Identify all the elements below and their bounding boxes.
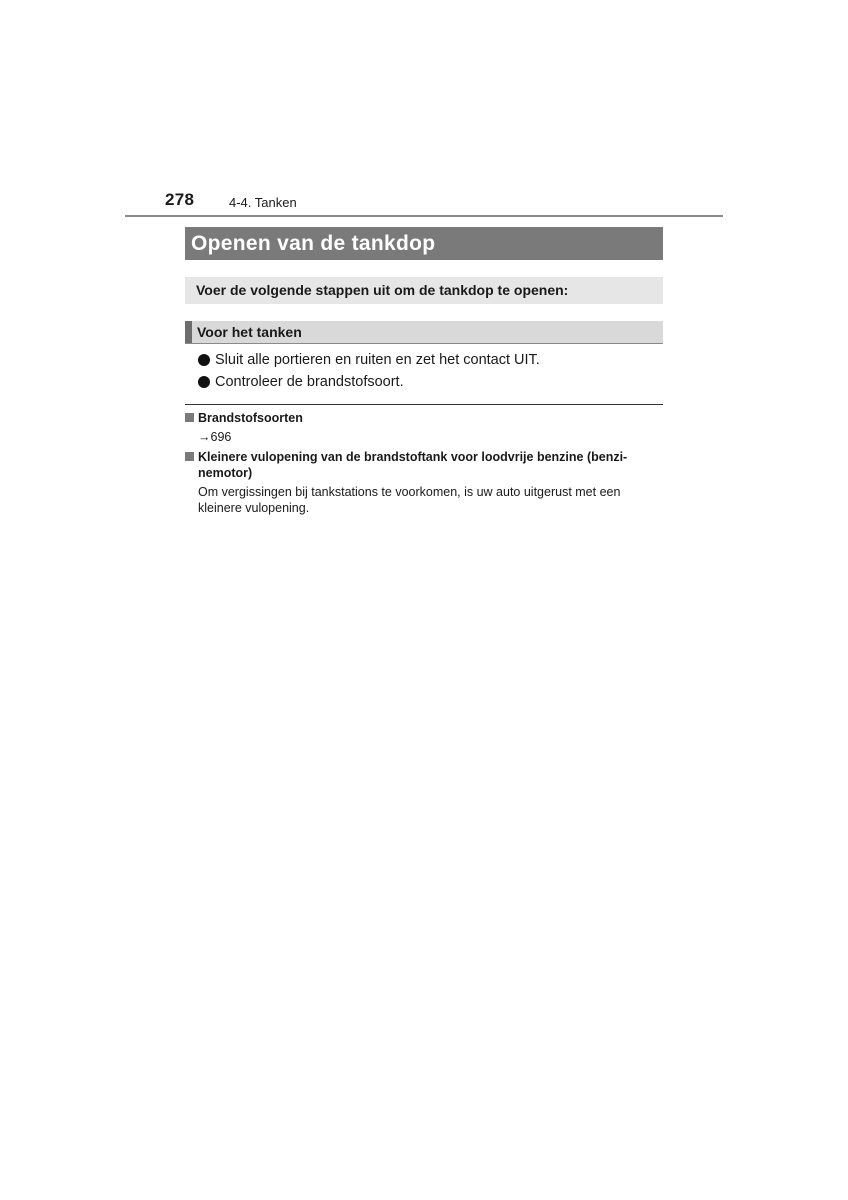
note-heading-line: nemotor) bbox=[198, 466, 253, 480]
list-item bbox=[198, 349, 658, 371]
page-reference-link[interactable]: →696 bbox=[198, 430, 232, 444]
notes-section bbox=[185, 410, 663, 520]
note-heading bbox=[185, 449, 663, 481]
note-heading-text bbox=[198, 449, 627, 481]
note-filler-opening bbox=[185, 449, 663, 516]
note-fuel-types bbox=[185, 410, 663, 445]
page-title: Openen van de tankdop bbox=[185, 227, 663, 260]
note-body bbox=[185, 484, 663, 516]
section-divider bbox=[185, 404, 663, 405]
subsection-title: Voor het tanken bbox=[197, 324, 302, 340]
note-heading-text: Brandstofsoorten bbox=[198, 411, 303, 425]
page-number: 278 bbox=[165, 190, 195, 209]
header-rule bbox=[125, 215, 723, 217]
list-item bbox=[198, 371, 658, 393]
bullet-icon bbox=[198, 354, 210, 366]
note-heading bbox=[185, 410, 663, 426]
bullet-list bbox=[198, 349, 658, 393]
list-item-text: Sluit alle portieren en ruiten en zet het contact UIT. bbox=[215, 352, 540, 368]
list-item-text: Controleer de brandstofsoort. bbox=[215, 374, 404, 390]
bullet-icon bbox=[198, 376, 210, 388]
page-header bbox=[0, 0, 848, 220]
section-label: 4-4. Tanken bbox=[229, 195, 297, 210]
subsection-header bbox=[185, 321, 663, 344]
note-body-line: kleinere vulopening. bbox=[198, 501, 310, 515]
note-body-line: Om vergissingen bij tankstations te voorkomen, is uw auto uitgerust met een bbox=[198, 485, 621, 499]
square-bullet-icon bbox=[185, 452, 194, 461]
note-heading-line: Kleinere vulopening van de brandstoftank voor loodvrije benzine (benzi- bbox=[198, 450, 628, 464]
intro-instruction: Voer de volgende stappen uit om de tankdop te openen: bbox=[185, 277, 663, 304]
subsection-accent bbox=[185, 321, 192, 343]
square-bullet-icon bbox=[185, 413, 194, 422]
